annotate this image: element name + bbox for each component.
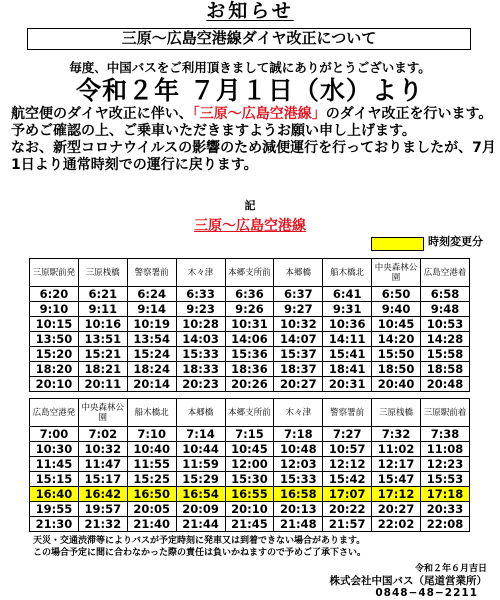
- time-cell: 13:51: [78, 332, 127, 347]
- time-cell: 7:27: [323, 427, 372, 442]
- time-cell: 17:07: [323, 487, 372, 502]
- time-cell: 20:40: [372, 377, 421, 392]
- time-cell: 14:03: [176, 332, 225, 347]
- column-header: 三原駅前発: [30, 259, 79, 287]
- table-row: [30, 427, 470, 442]
- time-cell: 16:54: [176, 487, 225, 502]
- changed-time-row: [30, 487, 470, 502]
- time-cell: 14:11: [323, 332, 372, 347]
- time-cell: 20:48: [421, 377, 470, 392]
- time-cell: 20:26: [225, 377, 274, 392]
- time-cell: 20:11: [78, 377, 127, 392]
- time-cell: 20:13: [274, 502, 323, 517]
- legend-swatch: [371, 237, 424, 251]
- time-cell: 10:16: [78, 317, 127, 332]
- table-row: [30, 317, 470, 332]
- issue-date: 令和２年６月吉日: [414, 564, 487, 574]
- time-cell: 15:15: [30, 472, 79, 487]
- time-cell: 15:29: [176, 472, 225, 487]
- time-cell: 22:02: [372, 517, 421, 532]
- time-cell: 11:08: [421, 442, 470, 457]
- time-cell: 7:02: [78, 427, 127, 442]
- time-cell: 10:45: [225, 442, 274, 457]
- time-cell: 18:41: [323, 362, 372, 377]
- column-header: 本郷支所前: [225, 259, 274, 287]
- table-row: [30, 472, 470, 487]
- column-header: 広島空港着: [421, 259, 470, 287]
- time-cell: 6:33: [176, 287, 225, 302]
- time-cell: 9:23: [176, 302, 225, 317]
- time-cell: 6:37: [274, 287, 323, 302]
- time-cell: 16:42: [78, 487, 127, 502]
- time-cell: 10:48: [274, 442, 323, 457]
- time-cell: 21:57: [323, 517, 372, 532]
- time-cell: 6:24: [127, 287, 176, 302]
- time-cell: 15:58: [421, 347, 470, 362]
- header-row: [30, 399, 470, 427]
- table-row: [30, 457, 470, 472]
- time-cell: 20:14: [127, 377, 176, 392]
- time-cell: 11:55: [127, 457, 176, 472]
- time-cell: 20:23: [176, 377, 225, 392]
- column-header: 広島空港発: [30, 399, 79, 427]
- time-cell: 6:36: [225, 287, 274, 302]
- time-cell: 21:32: [78, 517, 127, 532]
- time-cell: 7:00: [30, 427, 79, 442]
- column-header: 本郷橋: [176, 399, 225, 427]
- time-cell: 7:38: [421, 427, 470, 442]
- body-text: 航空便のダイヤ改正に伴い、: [11, 106, 193, 122]
- time-cell: 11:47: [78, 457, 127, 472]
- time-cell: 22:08: [421, 517, 470, 532]
- ki-mark: 記: [244, 199, 256, 212]
- table-row: [30, 502, 470, 517]
- time-cell: 10:53: [421, 317, 470, 332]
- time-cell: 19:55: [30, 502, 79, 517]
- time-cell: 10:28: [176, 317, 225, 332]
- time-cell: 15:20: [30, 347, 79, 362]
- time-cell: 15:37: [274, 347, 323, 362]
- time-cell: 10:40: [127, 442, 176, 457]
- table-row: [30, 442, 470, 457]
- body-paragraph-2: なお、新型コロナウイルスの影響のため減便運行を行っておりましたが、7月1日より通常時刻での運行に戻ります。: [11, 140, 496, 173]
- time-cell: 21:40: [127, 517, 176, 532]
- time-cell: 18:24: [127, 362, 176, 377]
- time-cell: 12:17: [372, 457, 421, 472]
- column-header: 警察署前: [323, 399, 372, 427]
- time-cell: 18:58: [421, 362, 470, 377]
- time-cell: 12:23: [421, 457, 470, 472]
- column-header: 船木橋北: [127, 399, 176, 427]
- time-cell: 20:10: [30, 377, 79, 392]
- time-cell: 10:31: [225, 317, 274, 332]
- column-header: 船木橋北: [323, 259, 372, 287]
- time-cell: 15:25: [127, 472, 176, 487]
- time-cell: 9:14: [127, 302, 176, 317]
- column-header: 本郷橋: [274, 259, 323, 287]
- notice-title: お知らせ: [206, 0, 294, 22]
- time-cell: 14:20: [372, 332, 421, 347]
- time-cell: 6:58: [421, 287, 470, 302]
- time-cell: 16:58: [274, 487, 323, 502]
- time-cell: 20:10: [225, 502, 274, 517]
- time-cell: 7:14: [176, 427, 225, 442]
- time-cell: 15:42: [323, 472, 372, 487]
- time-cell: 15:21: [78, 347, 127, 362]
- time-cell: 14:28: [421, 332, 470, 347]
- column-header: 木々津: [274, 399, 323, 427]
- table-row: [30, 517, 470, 532]
- time-cell: 21:44: [176, 517, 225, 532]
- time-cell: 6:20: [30, 287, 79, 302]
- time-cell: 13:50: [30, 332, 79, 347]
- time-cell: 6:50: [372, 287, 421, 302]
- time-cell: 18:50: [372, 362, 421, 377]
- table-row: [30, 347, 470, 362]
- column-header: 中央森林公園: [78, 399, 127, 427]
- time-cell: 12:12: [323, 457, 372, 472]
- time-cell: 12:03: [274, 457, 323, 472]
- time-cell: 21:45: [225, 517, 274, 532]
- time-cell: 9:31: [323, 302, 372, 317]
- header-row: [30, 259, 470, 287]
- time-cell: 20:27: [274, 377, 323, 392]
- time-cell: 7:32: [372, 427, 421, 442]
- time-cell: 7:15: [225, 427, 274, 442]
- time-cell: 16:55: [225, 487, 274, 502]
- time-cell: 9:40: [372, 302, 421, 317]
- time-cell: 18:33: [176, 362, 225, 377]
- column-header: 本郷支所前: [225, 399, 274, 427]
- time-cell: 20:31: [323, 377, 372, 392]
- time-cell: 7:10: [127, 427, 176, 442]
- time-cell: 10:44: [176, 442, 225, 457]
- time-cell: 15:30: [225, 472, 274, 487]
- time-cell: 20:22: [323, 502, 372, 517]
- column-header: 三原桟橋: [372, 399, 421, 427]
- time-cell: 18:36: [225, 362, 274, 377]
- time-cell: 16:50: [127, 487, 176, 502]
- table-row: [30, 302, 470, 317]
- time-cell: 10:32: [274, 317, 323, 332]
- column-header: 中央森林公園: [372, 259, 421, 287]
- note-line: この場合予定に間に合わなかった際の責任は負いかねますので予めご了承下さい。: [33, 548, 367, 558]
- greeting-text: 毎度、中国バスをご利用頂きまして誠にありがとうございます。: [69, 60, 431, 75]
- time-cell: 15:17: [78, 472, 127, 487]
- time-cell: 12:00: [225, 457, 274, 472]
- time-cell: 15:41: [323, 347, 372, 362]
- time-cell: 9:26: [225, 302, 274, 317]
- time-cell: 6:21: [78, 287, 127, 302]
- column-header: 三原桟橋: [78, 259, 127, 287]
- time-cell: 7:18: [274, 427, 323, 442]
- time-cell: 15:24: [127, 347, 176, 362]
- table-row: [30, 377, 470, 392]
- column-header: 三原駅前着: [421, 399, 470, 427]
- time-cell: 10:57: [323, 442, 372, 457]
- notice-body: [11, 106, 496, 174]
- column-header: 木々津: [176, 259, 225, 287]
- route-name: 三原〜広島空港線: [194, 218, 306, 234]
- phone-number: 0848−48−2211: [375, 587, 478, 599]
- body-paragraph-1: [11, 106, 496, 140]
- time-cell: 11:02: [372, 442, 421, 457]
- time-cell: 15:36: [225, 347, 274, 362]
- time-cell: 17:18: [421, 487, 470, 502]
- time-cell: 14:06: [225, 332, 274, 347]
- time-cell: 11:45: [30, 457, 79, 472]
- time-cell: 21:30: [30, 517, 79, 532]
- time-cell: 15:33: [176, 347, 225, 362]
- outbound-timetable: [29, 258, 470, 392]
- table-row: [30, 362, 470, 377]
- time-cell: 18:20: [30, 362, 79, 377]
- time-cell: 20:09: [176, 502, 225, 517]
- time-cell: 15:33: [274, 472, 323, 487]
- time-cell: 13:54: [127, 332, 176, 347]
- column-header: 警察署前: [127, 259, 176, 287]
- time-cell: 16:40: [30, 487, 79, 502]
- time-cell: 20:33: [421, 502, 470, 517]
- effective-date: 令和２年 ７月１日（水）より: [76, 76, 424, 105]
- time-cell: 9:10: [30, 302, 79, 317]
- inbound-timetable: [29, 398, 470, 532]
- time-cell: 10:45: [372, 317, 421, 332]
- time-cell: 9:27: [274, 302, 323, 317]
- body-text: のダイヤ改正を行います。予めご確認の上、ご乗車いただきますようお願い申し上げます。: [11, 106, 493, 139]
- table-row: [30, 287, 470, 302]
- time-cell: 9:48: [421, 302, 470, 317]
- time-cell: 14:07: [274, 332, 323, 347]
- time-cell: 20:27: [372, 502, 421, 517]
- time-cell: 10:19: [127, 317, 176, 332]
- note-line: 天災・交通渋滞等によりバスが予定時刻に発車又は到着できない場合があります。: [33, 536, 366, 546]
- table-row: [30, 332, 470, 347]
- time-cell: 10:15: [30, 317, 79, 332]
- time-cell: 10:32: [78, 442, 127, 457]
- time-cell: 10:30: [30, 442, 79, 457]
- time-cell: 6:41: [323, 287, 372, 302]
- time-cell: 9:11: [78, 302, 127, 317]
- time-cell: 21:48: [274, 517, 323, 532]
- time-cell: 18:37: [274, 362, 323, 377]
- route-highlight: 「三原〜広島空港線」: [192, 106, 326, 122]
- company-name: 株式会社中国バス（尾道営業所）: [329, 575, 487, 587]
- notice-subject: 三原〜広島空港線ダイヤ改正について: [27, 28, 471, 50]
- time-cell: 17:12: [372, 487, 421, 502]
- time-cell: 15:53: [421, 472, 470, 487]
- time-cell: 15:50: [372, 347, 421, 362]
- time-cell: 10:36: [323, 317, 372, 332]
- time-cell: 18:21: [78, 362, 127, 377]
- time-cell: 20:05: [127, 502, 176, 517]
- time-cell: 15:47: [372, 472, 421, 487]
- legend-label: 時刻変更分: [428, 235, 483, 248]
- time-cell: 11:59: [176, 457, 225, 472]
- time-cell: 19:57: [78, 502, 127, 517]
